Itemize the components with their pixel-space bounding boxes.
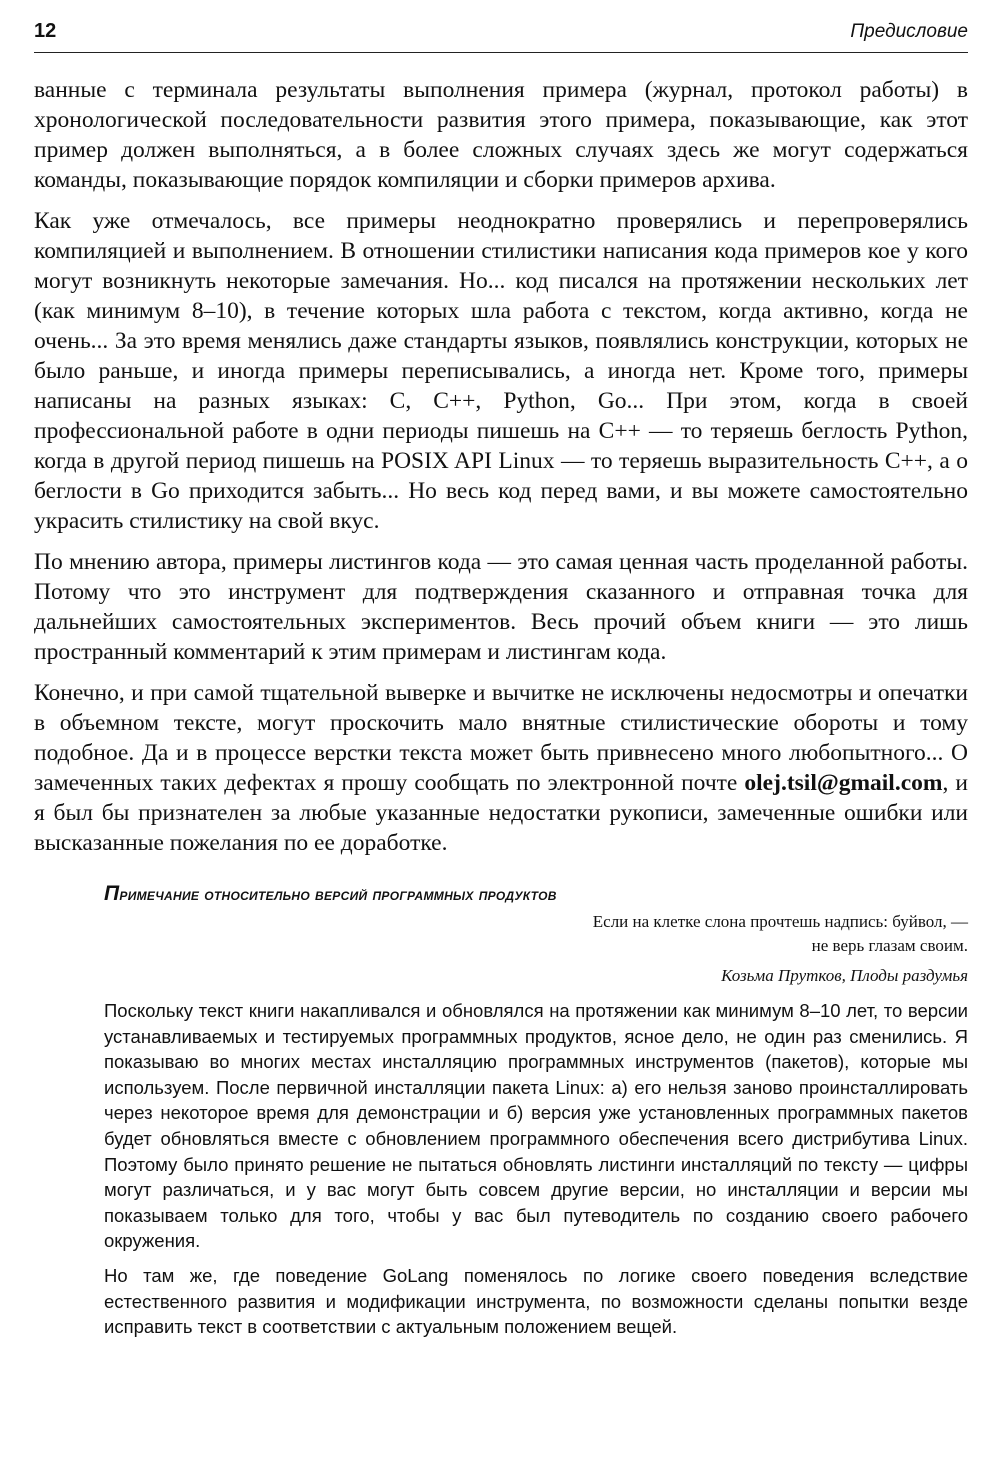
note-body — [104, 998, 968, 1340]
note-heading-initial: П — [104, 882, 120, 905]
section-title: Предисловие — [850, 21, 968, 42]
paragraph-3: По мнению автора, примеры листингов кода — это самая ценная часть проделанной работы. Потому что это инструмент для подтверждения сказанного и отправная точка для дальнейших самостоятельных экспериментов. Весь прочий объем книги — это лишь пространный комментарий к этим примерам и листингам кода. — [34, 549, 968, 665]
epigraph-line-2: не верь глазам своим. — [811, 936, 968, 955]
book-page — [34, 20, 968, 1349]
note-heading-rest: римечание относительно версий программных продуктов — [119, 885, 557, 904]
note-paragraph-1: Поскольку текст книги накапливался и обновлялся на протяжении как минимум 8–10 лет, то версии устанавливаемых и тестируемых программных продуктов, ясное дело, не один раз сменились. Я показываю во многих местах инсталляцию программных инструментов (пакетов), которые мы используем. После первичной инсталляции пакета Linux: а) его нельзя заново проинсталлировать через некоторое время для демонстрации и б) версия уже установленных программных пакетов будет обновляться вместе с обновлением программного обеспечения всего дистрибутива Linux. Поэтому было принято решение не пытаться обновлять листинги инсталляций по тексту — цифры могут различаться, и у вас могут быть совсем другие версии, но инсталляции и версии мы показываем только для того, чтобы у вас был путеводитель по созданию своего рабочего окружения. — [104, 1000, 968, 1252]
running-header — [34, 20, 968, 53]
paragraph-2: Как уже отмечалось, все примеры неоднократно проверялись и перепроверялись компиляцией и выполнением. В отношении стилистики написания кода примеров кое у кого могут возникнуть некоторые замечания. Но... код писался на протяжении нескольких лет (как минимум 8–10), в течение которых шла работа с текстом, когда активно, когда не очень... За это время менялись даже стандарты языков, появлялись конструкции, которых не было раньше, и иногда примеры переписывались, а иногда нет. Кроме того, примеры написаны на разных языках: C, C++, Python, Go... При этом, когда в своей профессиональной работе в одни периоды пишешь на C++ — то теряешь беглость Python, когда в другой период пишешь на POSIX API Linux — то теряешь выразительность C++, а о беглости в Go приходится забыть... Но весь код перед вами, и вы можете самостоятельно украсить стилистику на свой вкус. — [34, 208, 968, 534]
author-email: olej.tsil@gmail.com — [744, 770, 943, 796]
paragraph-4 — [34, 678, 968, 858]
note-paragraph-2: Но там же, где поведение GoLang поменялось по логике своего поведения вследствие естественного развития и модификации инструмента, по возможности сделаны попытки везде исправить текст в соответствии с актуальным положением вещей. — [104, 1264, 968, 1338]
epigraph-attribution: Козьма Прутков, Плоды раздумья — [721, 966, 968, 985]
note-heading — [104, 882, 968, 906]
epigraph — [104, 910, 968, 988]
main-text — [34, 75, 968, 858]
note-section — [104, 882, 968, 1340]
paragraph-4-text-after: , и я был бы признателен за любые указанные недостатки рукописи, замеченные ошибки или высказанные пожелания по ее доработке. — [34, 770, 968, 856]
page-number: 12 — [34, 20, 57, 42]
epigraph-line-1: Если на клетке слона прочтешь надпись: буйвол, — — [592, 912, 968, 931]
paragraph-4-text-before: Конечно, и при самой тщательной выверке и вычитке не исключены недосмотры и опечатки в объемном тексте, могут проскочить мало внятные стилистические обороты и тому подобное. Да и в процессе верстки текста может быть привнесено много любопытного... О замеченных таких дефектах я прошу сообщать по электронной почте — [34, 680, 968, 796]
paragraph-1: ванные с терминала результаты выполнения примера (журнал, протокол работы) в хронологической последовательности развития этого примера, показывающие, как этот пример должен выполняться, а в более сложных случаях здесь же могут содержаться команды, показывающие порядок компиляции и сборки примеров архива. — [34, 77, 968, 193]
